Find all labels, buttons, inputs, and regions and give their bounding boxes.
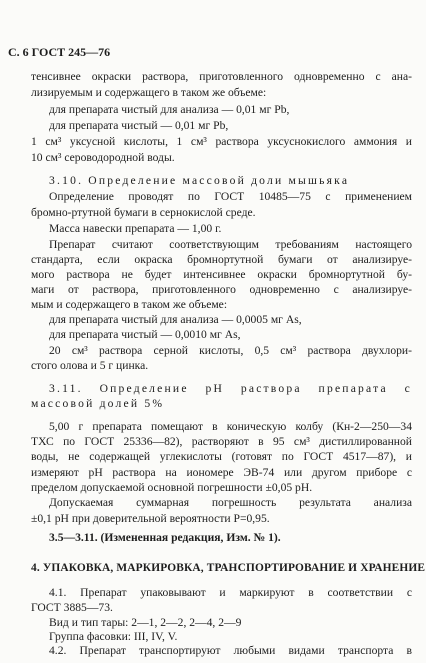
- amendment-note: 3.5—3.11. (Измененная редакция, Изм. № 1).: [49, 531, 281, 544]
- text-line: Группа фасовки: III, IV, V.: [49, 630, 178, 643]
- text-line: Определение проводят по ГОСТ 10485—75 с применением: [49, 190, 412, 203]
- text-line: воды, не содержащей углекислоты (готовят по ГОСТ 4517—87), и: [31, 450, 412, 463]
- text-line: 20 см³ раствора серной кислоты, 0,5 см³ раствора двухлори-: [49, 344, 412, 357]
- text-line: измеряют pH раствора на иономере ЭВ-74 или другом приборе с: [31, 466, 412, 479]
- page-header: С. 6 ГОСТ 245—76: [8, 45, 111, 59]
- text-line: стандарта, если окраска бромнортутной бумаги от анализируе-: [31, 253, 412, 266]
- text-line: для препарата чистый — 0,01 мг Pb,: [49, 119, 229, 132]
- text-line: Допускаемая суммарная погрешность результата анализа: [49, 496, 412, 509]
- section-heading-3-11-cont: массовой долей 5%: [31, 397, 165, 410]
- text-line: стого олова и 5 г цинка.: [31, 359, 149, 372]
- text-line: лизируемым и содержащего в таком же объеме:: [31, 86, 267, 99]
- text-line: Препарат считают соответствующим требованиям настоящего: [49, 238, 412, 251]
- text-line: ТХС по ГОСТ 25336—82), растворяют в 95 см³ дистиллированной: [31, 435, 412, 448]
- text-line: 4.2. Препарат транспортируют любыми видами транспорта в: [49, 644, 412, 657]
- section-4-heading: 4. УПАКОВКА, МАРКИРОВКА, ТРАНСПОРТИРОВАНИЕ И ХРАНЕНИЕ: [31, 562, 426, 574]
- text-line: ГОСТ 3885—73.: [31, 601, 113, 614]
- text-line: тенсивнее окраски раствора, приготовленного одновременно с ана-: [31, 70, 412, 83]
- text-line: 10 см³ сероводородной воды.: [31, 151, 175, 164]
- text-line: пределом допускаемой основной погрешности ±0,05 pH.: [31, 481, 313, 494]
- text-line: для препарата чистый — 0,0010 мг As,: [49, 328, 241, 341]
- text-line: Масса навески препарата — 1,00 г.: [49, 222, 222, 235]
- text-line: 1 см³ уксусной кислоты, 1 см³ раствора уксуснокислого аммония и: [31, 135, 412, 148]
- text-line: маги от раствора, приготовленного одновременно с анализируе-: [31, 283, 412, 296]
- text-line: бромно-ртутной бумаги в сернокислой среде.: [31, 206, 256, 219]
- text-line: для препарата чистый для анализа — 0,01 мг Pb,: [49, 103, 290, 116]
- text-line: ±0,1 pH при доверительной вероятности P=0,95.: [31, 512, 270, 525]
- text-line: Вид и тип тары: 2—1, 2—2, 2—4, 2—9: [49, 616, 242, 629]
- text-line: 5,00 г препарата помещают в коническую колбу (Кн-2—250—34: [49, 420, 412, 433]
- text-line: мого раствора не будет интенсивнее окраски бромнортутной бу-: [31, 268, 412, 281]
- section-heading-3-10: 3.10. Определение массовой доли мышьяка: [49, 174, 350, 187]
- text-line: мым и содержащего в таком же объеме:: [31, 298, 228, 311]
- text-line: для препарата чистый для анализа — 0,0005 мг As,: [49, 313, 302, 326]
- text-line: 4.1. Препарат упаковывают и маркируют в соответствии с: [49, 586, 412, 599]
- section-heading-3-11: 3.11. Определение pH раствора препарата с: [49, 382, 412, 395]
